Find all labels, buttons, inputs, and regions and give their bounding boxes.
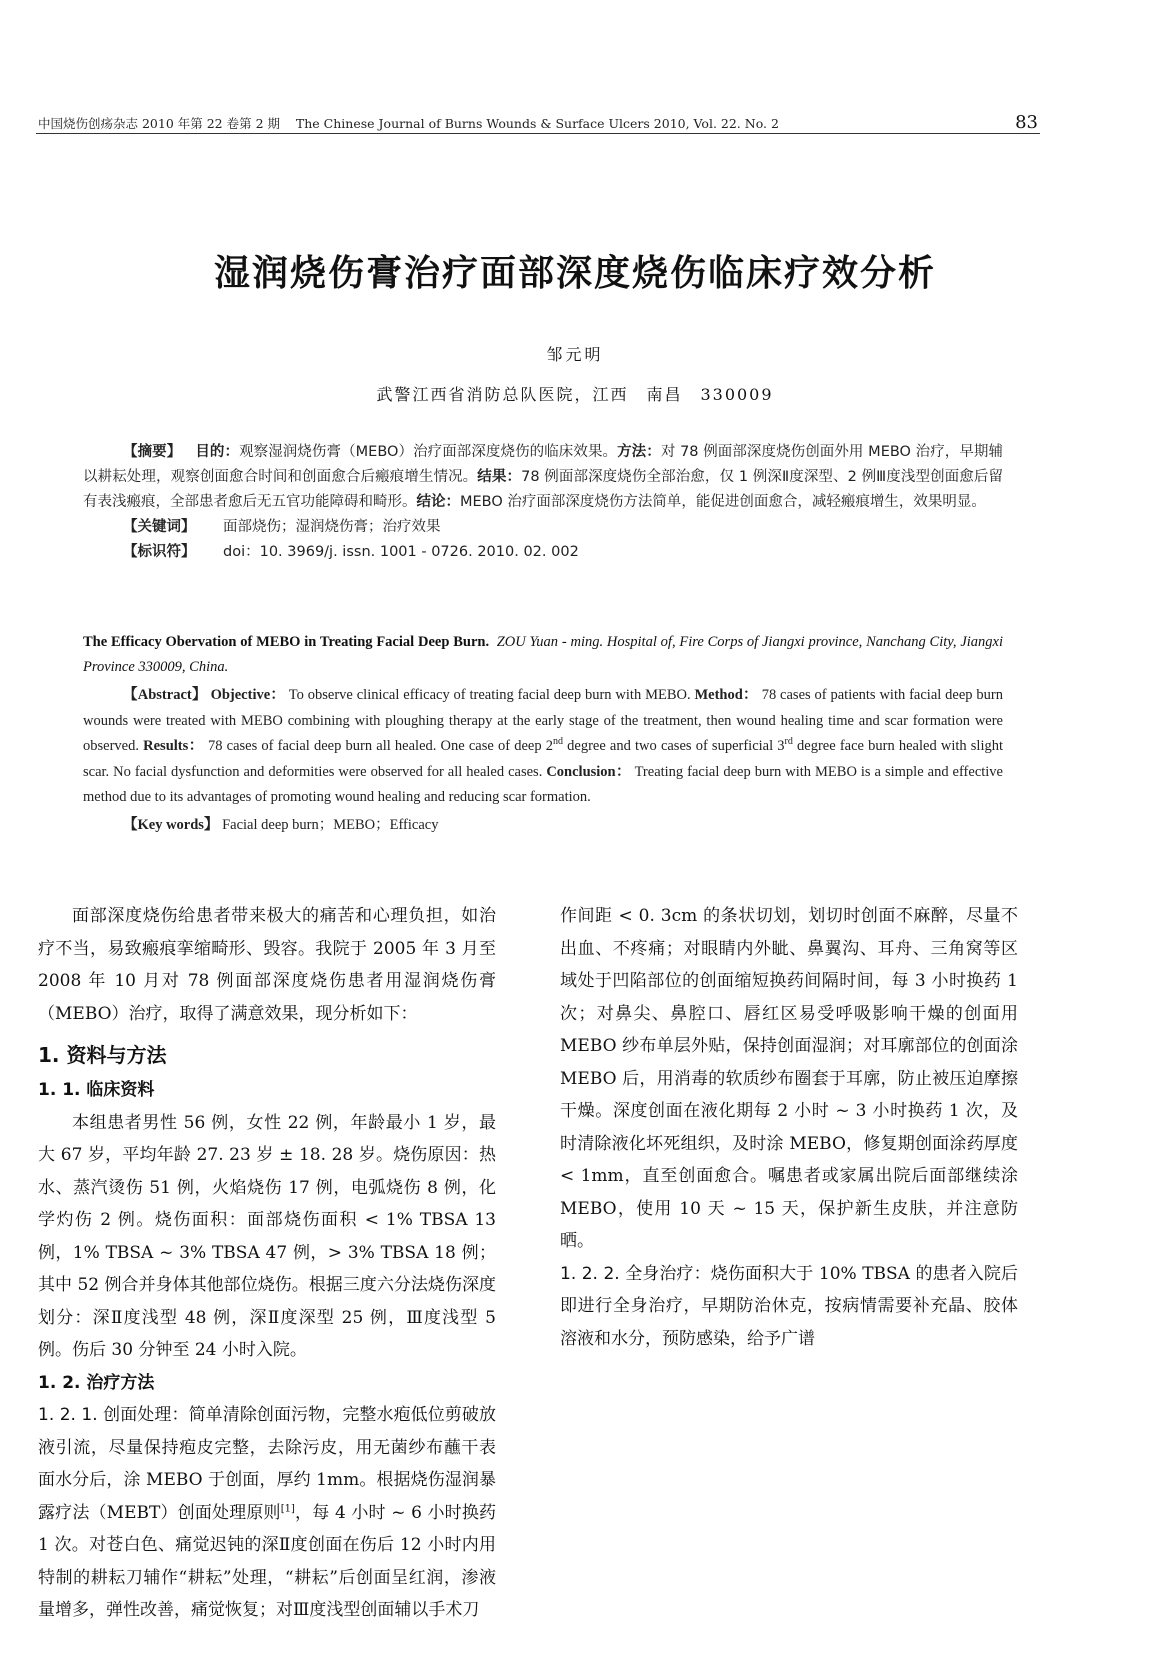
clinical-data-paragraph: 本组患者男性 56 例，女性 22 例，年龄最小 1 岁，最大 67 岁，平均年龄 27. 23 岁 ± 18. 28 岁。烧伤原因：热水、蒸汽烫伤 51 例，火焰烧伤 17 例，电弧烧伤 8 例，化学灼伤 2 例。烧伤面积：面部烧伤面积 < 1% TBSA 13 例，1% TBSA ~ 3% TBSA 47 例，> 3% TBSA 18 例；其中 52 例合并身体其他部位烧伤。根据三度六分法烧伤深度划分：深Ⅱ度浅型 48 例，深Ⅱ度深型 25 例，Ⅲ度浅型 5 例。伤后 30 分钟至 24 小时入院。 — [38, 1112, 496, 1360]
abstract-label: 【摘要】 — [123, 444, 182, 460]
conclusion-en-text: Treating facial deep burn with MEBO is a simple and effective method due to its advantages of promoting wound healing and reducing scar formation. — [83, 763, 1003, 805]
objective-label: 目的： — [195, 444, 240, 460]
body-column-left — [38, 900, 496, 1627]
section-heading-1-2: 1. 2. 治疗方法 — [38, 1372, 155, 1393]
method-text: 对 78 例面部深度烧伤创面外用 MEBO 治疗，早期辅以耕耘处理，观察创面愈合时间和创面愈合后瘢痕增生情况。 — [83, 444, 1004, 485]
results-en-text-c: degree face burn healed with slight scar. No facial dysfunction and deformities were observed for all healed cases. — [83, 738, 1004, 780]
objective-text: 观察湿润烧伤膏（MEBO）治疗面部深度烧伤的临床效果。 — [239, 444, 618, 460]
results-en-text-a: 78 cases of facial deep burn all healed. One case of deep 2 — [208, 738, 553, 754]
article-title: 湿润烧伤膏治疗面部深度烧伤临床疗效分析 — [213, 253, 936, 294]
results-en-sup-rd: rd — [784, 736, 793, 748]
abstract-english — [83, 683, 1003, 838]
intro-paragraph: 面部深度烧伤给患者带来极大的痛苦和心理负担，如治疗不当，易致瘢痕挛缩畸形、毁容。我院于 2005 年 3 月至 2008 年 10 月对 78 例面部深度烧伤患者用湿润烧伤膏（MEBO）治疗，取得了满意效果，现分析如下： — [38, 906, 496, 1024]
author-name: 邹元明 — [546, 345, 604, 364]
english-byline: ZOU Yuan - ming. Hospital of, Fire Corps of Jiangxi province, Nanchang City, Jiangxi Province 330009, China. — [83, 634, 1004, 675]
wound-treatment-text-a: 创面处理：简单清除创面污物，完整水疱低位剪破放液引流，尽量保持疱皮完整，去除污皮，用无菌纱布蘸干表面水分后，涂 MEBO 于创面，厚约 1mm。根据烧伤湿润暴露疗法（MEBT）创面处理原则 — [38, 1405, 497, 1523]
results-en-label: Results： — [143, 738, 204, 754]
reference-marker-1: [1] — [280, 1502, 295, 1514]
results-label: 结果： — [477, 469, 522, 485]
keywords-en-label: 【Key words】 — [123, 816, 219, 833]
objective-en-label: Objective： — [210, 687, 286, 703]
journal-name-en: The Chinese Journal of Burns Wounds & Surface Ulcers 2010, Vol. 22. No. 2 — [295, 116, 779, 131]
abstract-chinese — [83, 440, 1003, 565]
english-title-block — [83, 630, 1003, 680]
subsection-number-1-2-2: 1. 2. 2. — [560, 1263, 626, 1284]
subsection-number-1-2-1: 1. 2. 1. — [38, 1405, 104, 1425]
method-label: 方法： — [617, 444, 661, 460]
method-en-text: 78 cases of patients with facial deep burn wounds were treated with MEBO combining with ploughing therapy at the early stage of the treatment, then wound healing time and scar formation were observed. — [83, 687, 1003, 754]
doi-row — [83, 540, 1003, 565]
results-en-text-b: degree and two cases of superficial 3 — [562, 738, 785, 754]
keywords-row — [83, 515, 1003, 540]
body-column-right — [560, 900, 1018, 1355]
section-heading-1-1: 1. 1. 临床资料 — [38, 1080, 155, 1100]
systemic-treatment-paragraph — [560, 1258, 1018, 1356]
abstract-en-label: 【Abstract】 — [123, 687, 207, 703]
keywords-en-row — [83, 813, 1003, 839]
keywords-label: 【关键词】 — [123, 519, 196, 535]
wound-treatment-continued: 作间距 < 0. 3cm 的条状切划，划切时创面不麻醉，尽量不出血、不疼痛；对眼睛内外眦、鼻翼沟、耳舟、三角窝等区域处于凹陷部位的创面缩短换药间隔时间，每 3 小时换药 1 次；对鼻尖、鼻腔口、唇红区易受呼吸影响干燥的创面用 MEBO 纱布单层外贴，保持创面湿润；对耳廓部位的创面涂 MEBO 后，用消毒的软质纱布圈套于耳廓，防止被压迫摩擦干燥。深度创面在液化期每 2 小时 ~ 3 小时换药 1 次，及时清除液化坏死组织，及时涂 MEBO，修复期创面涂药厚度 < 1mm，直至创面愈合。嘱患者或家属出院后面部继续涂 MEBO，使用 10 天 ~ 15 天，保护新生皮肤，并注意防晒。 — [560, 906, 1018, 1251]
keywords-text: 面部烧伤；湿润烧伤膏；治疗效果 — [223, 519, 441, 535]
running-header — [38, 114, 1038, 132]
conclusion-text: MEBO 治疗面部深度烧伤方法简单，能促进创面愈合，减轻瘢痕增生，效果明显。 — [460, 494, 986, 510]
method-en-label: Method： — [694, 687, 758, 703]
results-en-sup-nd: nd — [552, 736, 563, 748]
doi-text: doi：10. 3969/j. issn. 1001 - 0726. 2010. 02. 002 — [223, 544, 579, 560]
english-title: The Efficacy Obervation of MEBO in Treating Facial Deep Burn. — [83, 634, 490, 650]
author-affiliation: 武警江西省消防总队医院，江西 南昌 330009 — [376, 385, 774, 404]
wound-treatment-text-b: ，每 4 小时 ~ 6 小时换药 1 次。对苍白色、痛觉迟钝的深Ⅱ度创面在伤后 12 小时内用特制的耕耘刀辅作“耕耘”处理，“耕耘”后创面呈红润，渗液量增多，弹性改善，痛觉恢复；对Ⅲ度浅型创面辅以手术刀 — [38, 1502, 496, 1620]
wound-treatment-paragraph — [38, 1399, 496, 1627]
journal-name-cn: 中国烧伤创疡杂志 2010 年第 22 卷第 2 期 — [38, 116, 281, 131]
objective-en-text: To observe clinical efficacy of treating facial deep burn with MEBO. — [288, 687, 691, 703]
page-number: 83 — [1015, 112, 1038, 133]
conclusion-label: 结论： — [416, 494, 460, 510]
results-text: 78 例面部深度烧伤全部治愈，仅 1 例深Ⅱ度深型、2 例Ⅲ度浅型创面愈后留有表浅瘢痕，全部患者愈后无五官功能障碍和畸形。 — [83, 469, 1003, 510]
keywords-en-text: Facial deep burn；MEBO；Efficacy — [222, 816, 439, 833]
systemic-treatment-text: 全身治疗：烧伤面积大于 10% TBSA 的患者入院后即进行全身治疗，早期防治休克，按病情需要补充晶、胶体溶液和水分，预防感染，给予广谱 — [560, 1263, 1018, 1349]
doi-label: 【标识符】 — [123, 544, 196, 560]
section-heading-1: 1. 资料与方法 — [38, 1043, 167, 1067]
header-rule — [36, 133, 1040, 134]
conclusion-en-label: Conclusion： — [546, 763, 631, 780]
